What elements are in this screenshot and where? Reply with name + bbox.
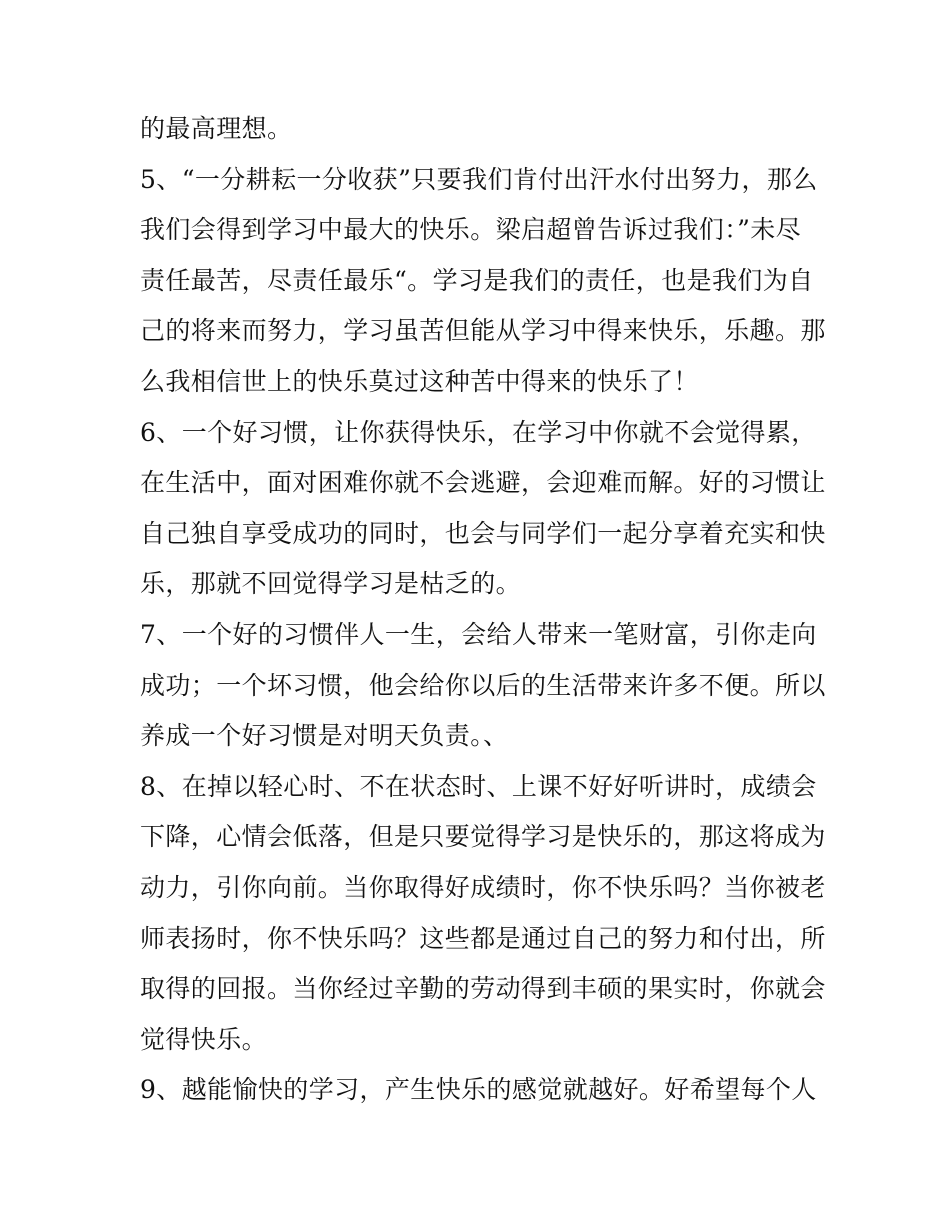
text-line: 动力，引你向前。当你取得好成绩时，你不快乐吗？当你被老 bbox=[140, 872, 826, 902]
text-line: 6、一个好习惯，让你获得快乐，在学习中你就不会觉得累， bbox=[140, 417, 817, 447]
text-line: 的最高理想。 bbox=[140, 114, 293, 143]
text-line: 7、一个好的习惯伴人一生，会给人带来一笔财富，引你走向 bbox=[140, 619, 817, 649]
text-line: 养成一个好习惯是对明天负责。、 bbox=[140, 721, 509, 751]
text-line: 成功；一个坏习惯，他会给你以后的生活带来许多不便。所以 bbox=[140, 670, 826, 700]
text-line: 师表扬时，你不快乐吗？这些都是通过自己的努力和付出，所 bbox=[140, 923, 826, 953]
text-line: 责任最苦，尽责任最乐“。学习是我们的责任，也是我们为自 bbox=[140, 265, 814, 295]
text-line: 下降，心情会低落，但是只要觉得学习是快乐的，那这将成为 bbox=[140, 822, 826, 852]
text-line: 9、越能愉快的学习，产生快乐的感觉就越好。好希望每个人 bbox=[140, 1075, 817, 1105]
text-line: 自己独自享受成功的同时，也会与同学们一起分享着充实和快 bbox=[140, 518, 826, 548]
text-line: 我们会得到学习中最大的快乐。梁启超曾告诉过我们：”未尽 bbox=[140, 215, 802, 245]
text-line: 5、“一分耕耘一分收获”只要我们肯付出汗水付出努力，那么 bbox=[140, 164, 818, 194]
text-line: 么我相信世上的快乐莫过这种苦中得来的快乐了！ bbox=[140, 366, 699, 396]
text-line: 觉得快乐。 bbox=[140, 1024, 268, 1054]
text-line: 取得的回报。当你经过辛勤的劳动得到丰硕的果实时，你就会 bbox=[140, 974, 826, 1004]
text-line: 8、在掉以轻心时、不在状态时、上课不好好听讲时，成绩会 bbox=[140, 771, 817, 801]
document-body bbox=[140, 104, 826, 1116]
text-line: 己的将来而努力，学习虽苦但能从学习中得来快乐，乐趣。那 bbox=[140, 316, 826, 346]
text-line: 乐，那就不回觉得学习是枯乏的。 bbox=[140, 569, 522, 599]
text-line: 在生活中，面对困难你就不会逃避，会迎难而解。好的习惯让 bbox=[140, 468, 826, 498]
